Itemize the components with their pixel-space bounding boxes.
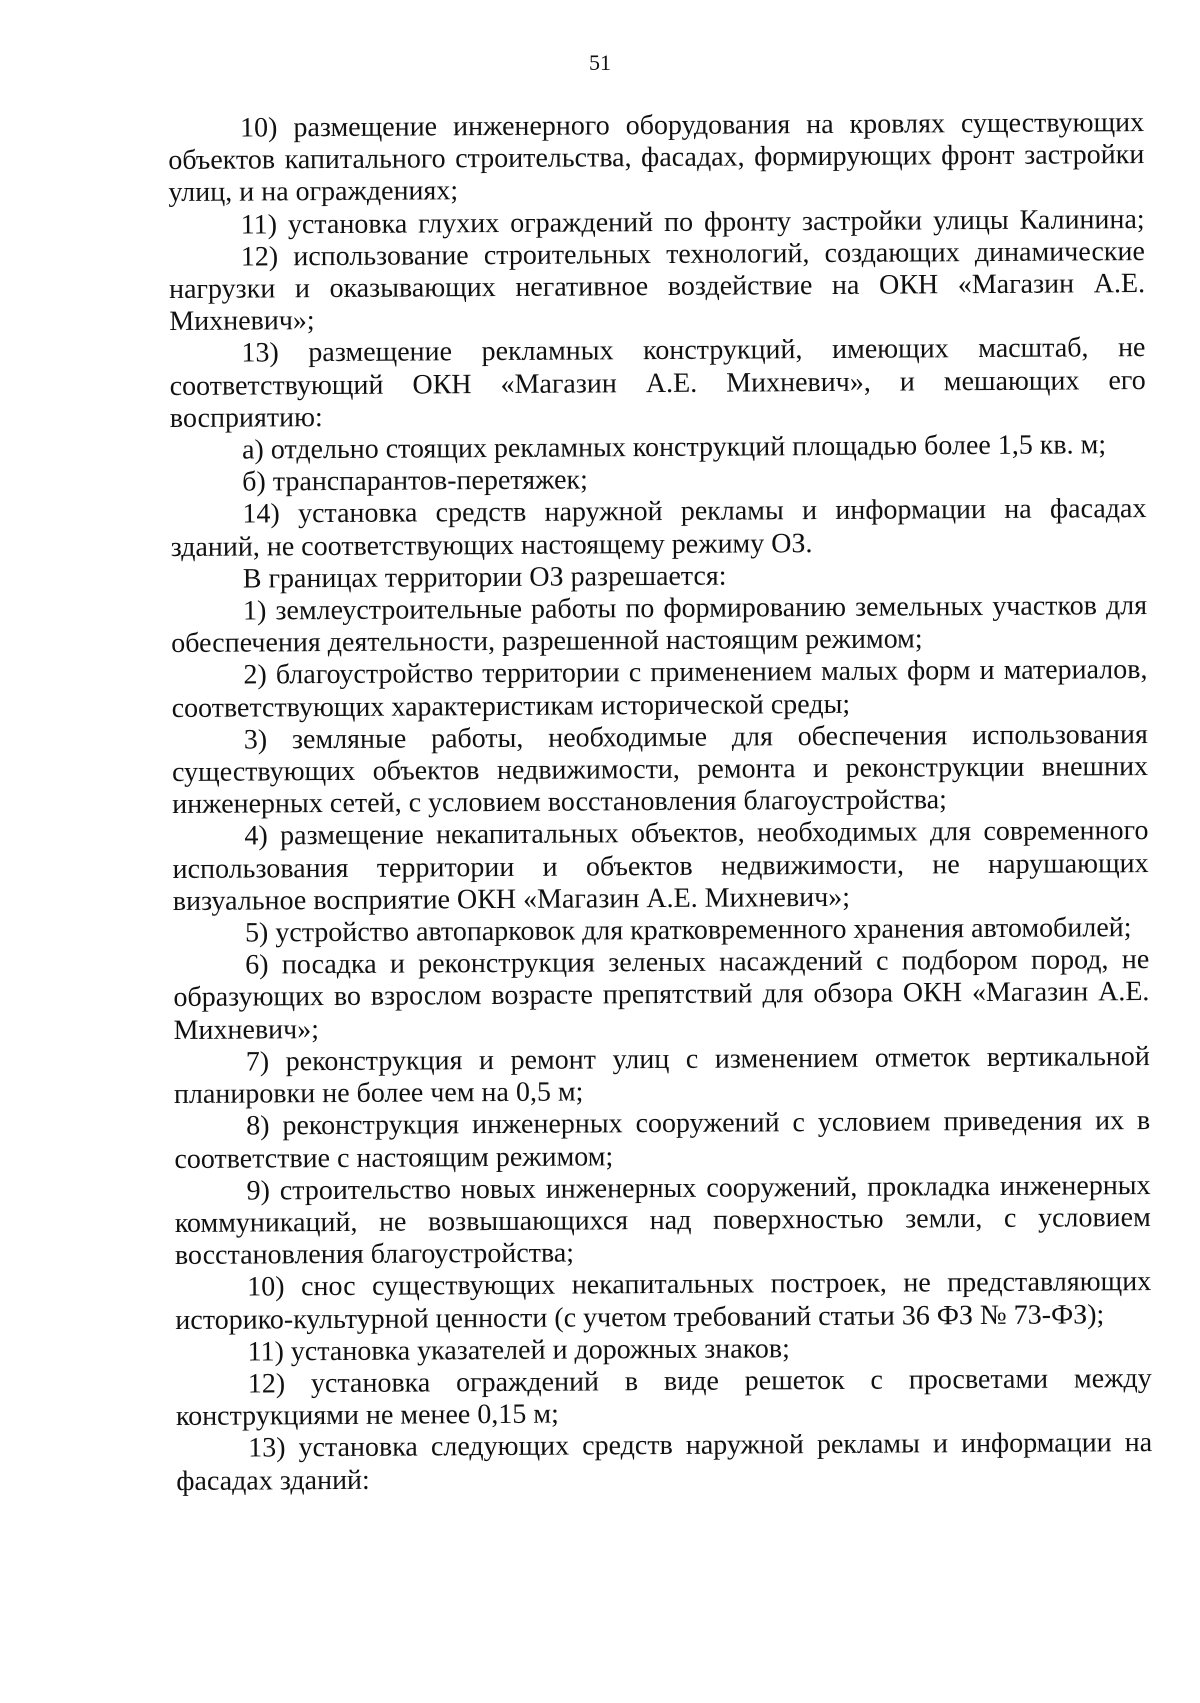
document-body: [168, 107, 1152, 1498]
paragraph-permitted-5: 5) устройство автопарковок для кратковременного хранения автомобилей;: [244, 912, 1132, 949]
paragraph-permitted-12: 12) установка ограждений в виде решеток с просветами между конструкциями не менее 0,15 м;: [175, 1362, 1152, 1433]
paragraph-permitted-1: 1) землеустроительные работы по формированию земельных участков для обеспечения деятельности, разрешенной настоящим режимом;: [171, 590, 1148, 660]
paragraph-permitted-6: 6) посадка и реконструкция зеленых насаждений с подбором пород, не образующих во взрослом возрасте препятствий для обзора ОКН «Магазин А.Е. Михневич»;: [173, 944, 1150, 1046]
paragraph-permitted-7: 7) реконструкция и ремонт улиц с изменением отметок вертикальной планировки не более чем на 0,5 м;: [173, 1040, 1150, 1111]
paragraph-prohibition-13a: а) отдельно стоящих рекламных конструкций площадью более 1,5 кв. м;: [241, 429, 1107, 466]
paragraph-prohibition-12: 12) использование строительных технологий, создающих динамические нагрузки и оказывающих негативное воздействие на ОКН «Магазин А.Е. Михневич»;: [168, 235, 1146, 338]
paragraph-permitted-4: 4) размещение некапитальных объектов, необходимых для современного использования территории и объектов недвижимости, не нарушающих визуальное восприятие ОКН «Магазин А.Е. Михневич»;: [172, 815, 1149, 917]
paragraph-permitted-3: 3) земляные работы, необходимые для обеспечения использования существующих объектов недвижимости, ремонта и реконструкции внешних инженерных сетей, с условием восстановления благоустройства;: [171, 718, 1149, 821]
paragraph-permitted-11: 11) установка указателей и дорожных знаков;: [247, 1332, 790, 1368]
paragraph-prohibition-13: 13) размещение рекламных конструкций, имеющих масштаб, не соответствующий ОКН «Магазин А.Е. Михневич», и мешающих его восприятию:: [169, 332, 1146, 434]
paragraph-permitted-2: 2) благоустройство территории с применением малых форм и материалов, соответствующих характеристикам исторической среды;: [171, 654, 1148, 724]
paragraph-permitted-10: 10) снос существующих некапитальных построек, не представляющих историко-культурной ценности (с учетом требований статьи 36 ФЗ № 73-ФЗ);: [175, 1266, 1152, 1336]
paragraph-prohibition-13b: б) транспарантов-перетяжек;: [242, 464, 588, 498]
page-number: 51: [589, 50, 611, 75]
paragraph-permitted-heading: В границах территории ОЗ разрешается:: [242, 560, 727, 595]
paragraph-prohibition-10: 10) размещение инженерного оборудования на кровлях существующих объектов капитального строительства, фасадах, формирующих фронт застройки улиц, и на ограждениях;: [168, 107, 1145, 209]
paragraph-prohibition-11: 11) установка глухих ограждений по фронту застройки улицы Калинина;: [240, 203, 1145, 241]
paragraph-permitted-8: 8) реконструкция инженерных сооружений с условием приведения их в соответствие с настоящим режимом;: [174, 1105, 1151, 1175]
paragraph-permitted-13: 13) установка следующих средств наружной рекламы и информации на фасадах зданий:: [176, 1427, 1153, 1497]
paragraph-prohibition-14: 14) установка средств наружной рекламы и информации на фасадах зданий, не соответствующих настоящему режиму ОЗ.: [170, 493, 1147, 563]
paragraph-permitted-9: 9) строительство новых инженерных сооружений, прокладка инженерных коммуникаций, не возвышающихся над поверхностью земли, с условием восстановления благоустройства;: [174, 1169, 1151, 1272]
